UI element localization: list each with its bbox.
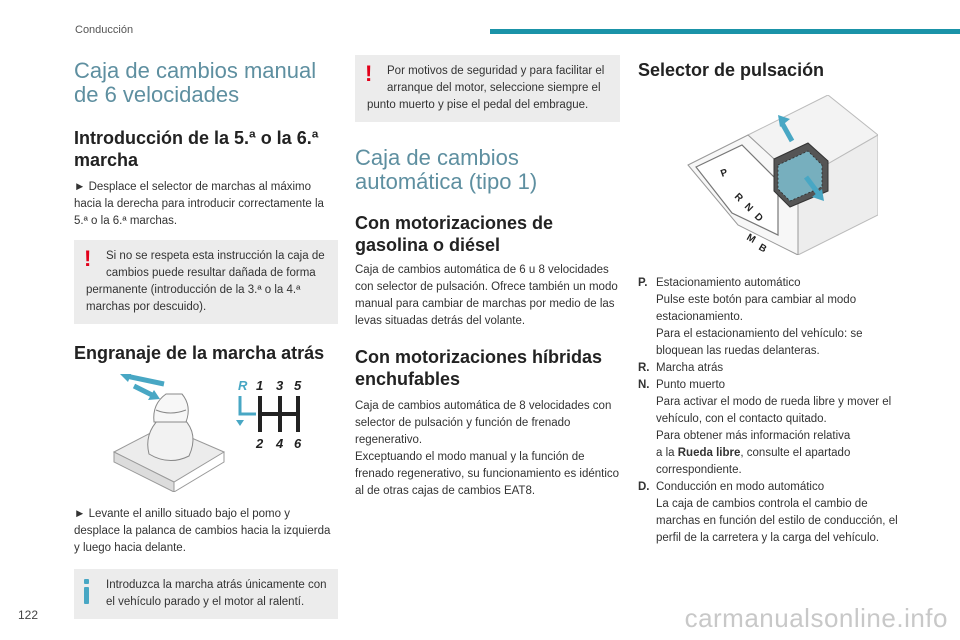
def-line: Marcha atrás [656, 362, 724, 374]
page-number: 122 [18, 608, 39, 622]
info-box-reverse [74, 569, 338, 619]
heading-plugin-hybrid: Con motorizaciones híbridas enchufables [355, 347, 603, 389]
selector-letter-p: P [719, 167, 730, 180]
text-plugin-hybrid-1: Caja de cambios automática de 8 velocidades con selector de pulsación y función de frenado regenerativo. [355, 400, 612, 446]
section-title-selector: Selector de pulsación [638, 60, 825, 80]
warning-text-line1: Si no se respeta esta instrucción la caja de cambios puede resultar dañada de forma [106, 250, 325, 279]
heading-gasoline-diesel: Con motorizaciones de gasolina o diésel [355, 213, 554, 255]
gear-label-2: 2 [256, 436, 264, 451]
def-n [638, 377, 906, 479]
selector-letter-r: R [731, 191, 745, 205]
reverse-illustration [74, 374, 338, 492]
def-line: Para activar el modo de rueda libre y mover el vehículo, con el contacto quitado. [656, 396, 892, 425]
def-value [656, 479, 906, 547]
gear-pattern-diagram [234, 378, 310, 458]
def-line-freewheel [656, 445, 906, 479]
def-key: D. [638, 481, 650, 493]
def-line: Para el estacionamiento del vehículo: se bloquean las ruedas delanteras. [656, 328, 863, 357]
text-gasoline-diesel: Caja de cambios automática de 6 u 8 velocidades con selector de pulsación. Ofrece también un modo manual para cambiar de marchas por medio de las levas situadas detrás del volante. [355, 264, 618, 327]
warning-text-line1: Por motivos de seguridad y para facilitar el arranque del motor, seleccione siempre el [387, 65, 605, 94]
freewheel-term: Rueda libre [677, 447, 741, 459]
text-reverse-gear: ► Levante el anillo situado bajo el pomo y desplace la palanca de cambios hacia la izquierda y luego hacia delante. [74, 508, 331, 554]
def-value [656, 275, 906, 360]
gear-label-1: 1 [256, 378, 264, 393]
def-line: Conducción en modo automático [656, 481, 825, 493]
heading-reverse-gear: Engranaje de la marcha atrás [74, 343, 325, 363]
gear-label-5: 5 [294, 378, 302, 393]
def-key: N. [638, 379, 650, 391]
selector-definitions [638, 275, 906, 547]
def-line: La caja de cambios controla el cambio de marchas en función del estilo de conducción, el perfil de la carretera y la carga del vehículo. [656, 498, 898, 544]
def-text: , consulte el apartado correspondiente. [656, 447, 851, 476]
info-text: Introduzca la marcha atrás únicamente con el vehículo parado y el motor al ralentí. [106, 579, 327, 608]
running-header: Conducción [75, 24, 134, 36]
warning-text-line2: punto muerto y pise el pedal del embrague. [367, 99, 589, 111]
section-title-automatic: Caja de cambios automática (tipo 1) [355, 145, 538, 194]
pulse-selector-illustration [678, 95, 878, 255]
gear-label-r: R [238, 378, 248, 393]
warning-icon: ! [84, 246, 92, 271]
gear-label-4: 4 [276, 436, 284, 451]
column-manual-gearbox [74, 55, 338, 619]
selector-letter-m: M [744, 232, 758, 246]
selector-letter-n: N [741, 201, 755, 215]
info-icon [84, 579, 89, 605]
text-plugin-hybrid-2: Exceptuando el modo manual y la función de frenado regenerativo, su funcionamiento es idéntico al de otras cajas de cambios EAT8. [355, 451, 620, 497]
header-accent-bar [490, 29, 960, 34]
gear-label-3: 3 [276, 378, 284, 393]
def-p [638, 275, 906, 360]
selector-letter-b: B [756, 242, 769, 255]
def-text: a la [656, 447, 678, 459]
def-d [638, 479, 906, 547]
def-line: Estacionamiento automático [656, 277, 801, 289]
section-title-manual: Caja de cambios manual de 6 velocidades [74, 58, 317, 107]
def-line: Para obtener más información relativa [656, 430, 851, 442]
def-r [638, 360, 906, 377]
def-value [656, 360, 906, 377]
warning-icon: ! [365, 61, 373, 86]
warning-box-neutral [355, 55, 620, 122]
watermark: carmanualsonline.info [684, 603, 948, 633]
warning-box-gearbox [74, 240, 338, 324]
gear-label-6: 6 [294, 436, 302, 451]
selector-letter-d: D [751, 211, 765, 225]
def-value [656, 377, 906, 479]
gear-lever-illustration [104, 374, 244, 492]
warning-text-line2: permanente (introducción de la 3.ª o la 4.ª marchas por descuido). [86, 284, 301, 313]
text-fifth-sixth: ► Desplace el selector de marchas al máximo hacia la derecha para introducir correctamente la 5.ª o la 6.ª marchas. [74, 181, 324, 227]
def-line: Pulse este botón para cambiar al modo estacionamiento. [656, 294, 857, 323]
def-key: R. [638, 362, 650, 374]
heading-fifth-sixth: Introducción de la 5.ª o la 6.ª marcha [74, 128, 319, 170]
def-key: P. [638, 277, 648, 289]
column-pulse-selector [638, 55, 906, 547]
def-line: Punto muerto [656, 379, 726, 391]
column-automatic-gearbox [355, 55, 620, 500]
